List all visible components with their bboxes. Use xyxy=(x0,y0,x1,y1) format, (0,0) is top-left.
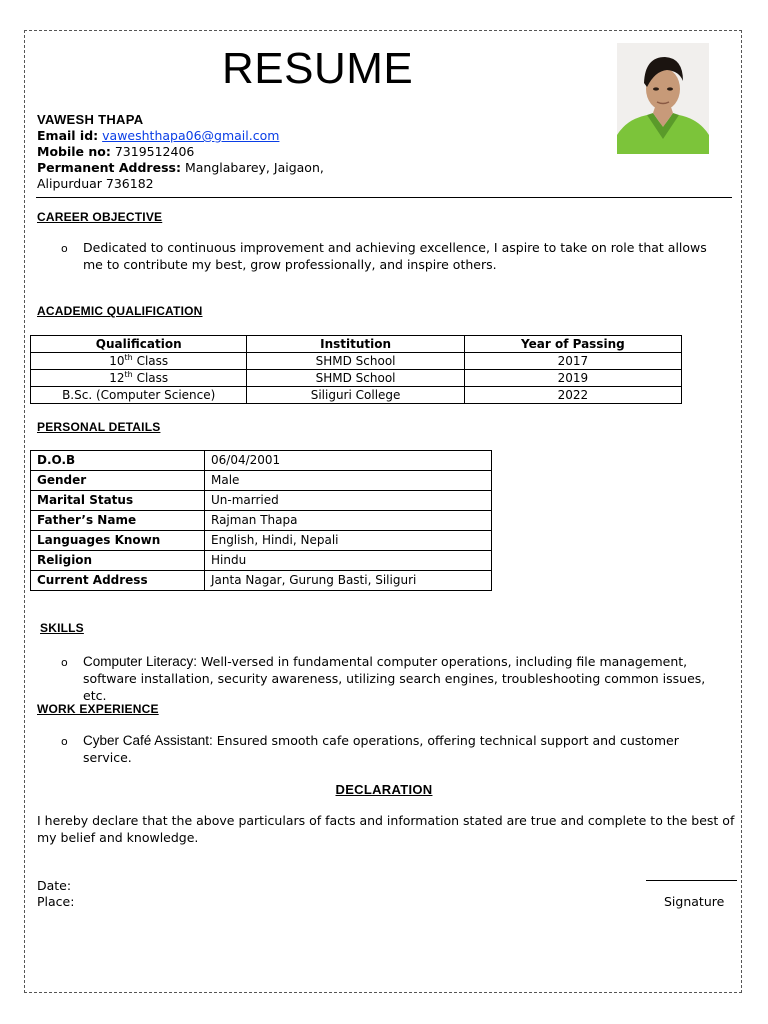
year-cell: 2017 xyxy=(464,353,681,370)
candidate-name: VAWESH THAPA xyxy=(37,112,144,127)
header-divider xyxy=(36,197,732,198)
table-row xyxy=(31,511,492,531)
address-label: Permanent Address: xyxy=(37,160,181,175)
institution-cell: SHMD School xyxy=(247,353,464,370)
academic-heading: ACADEMIC QUALIFICATION xyxy=(37,304,203,318)
detail-value: Janta Nagar, Gurung Basti, Siliguri xyxy=(205,571,492,591)
declaration-text: I hereby declare that the above particulars of facts and information stated are true and complete to the best of my belief and knowledge. xyxy=(37,813,735,845)
career-objective-item xyxy=(61,239,711,273)
detail-key: Marital Status xyxy=(31,491,205,511)
address-line1: Manglabarey, Jaigaon, xyxy=(184,160,324,175)
work-description: Ensured smooth cafe operations, offering technical support and customer service. xyxy=(83,733,679,765)
qualification-cell: B.Sc. (Computer Science) xyxy=(31,387,247,404)
qualification-cell: 12th Class xyxy=(31,370,247,387)
work-lead: Cyber Café Assistant: xyxy=(83,733,213,748)
detail-value: 06/04/2001 xyxy=(205,451,492,471)
personal-details-heading: PERSONAL DETAILS xyxy=(37,420,161,434)
column-header: Institution xyxy=(247,336,464,353)
column-header: Year of Passing xyxy=(464,336,681,353)
table-row xyxy=(31,491,492,511)
bullet-icon: o xyxy=(61,656,68,669)
table-row xyxy=(31,531,492,551)
year-cell: 2019 xyxy=(464,370,681,387)
skill-description: Well-versed in fundamental computer operations, including file management, software installation, security awareness, utilizing search engines, troubleshooting common issues, etc. xyxy=(83,654,706,703)
career-objective-heading: CAREER OBJECTIVE xyxy=(37,210,163,224)
institution-cell: Siliguri College xyxy=(247,387,464,404)
column-header: Qualification xyxy=(31,336,247,353)
signature-label: Signature xyxy=(664,894,725,909)
table-row xyxy=(31,551,492,571)
detail-key: Religion xyxy=(31,551,205,571)
skill-lead: Computer Literacy: xyxy=(83,654,198,669)
mobile-label: Mobile no: xyxy=(37,144,111,159)
skill-text xyxy=(83,653,721,704)
skills-item xyxy=(61,653,721,704)
detail-key: D.O.B xyxy=(31,451,205,471)
detail-key: Gender xyxy=(31,471,205,491)
mobile-line xyxy=(37,144,194,160)
table-row xyxy=(31,451,492,471)
detail-value: Hindu xyxy=(205,551,492,571)
academic-table xyxy=(30,335,682,404)
email-label: Email id: xyxy=(37,128,99,143)
email-line xyxy=(37,128,279,144)
email-link[interactable]: vaweshthapa06@gmail.com xyxy=(102,128,280,143)
year-cell: 2022 xyxy=(464,387,681,404)
career-objective-text: Dedicated to continuous improvement and achieving excellence, I aspire to take on role that allows me to contribute my best, grow professionally, and inspire others. xyxy=(83,240,707,272)
table-row xyxy=(31,471,492,491)
signature-line xyxy=(646,880,737,881)
detail-value: English, Hindi, Nepali xyxy=(205,531,492,551)
table-row xyxy=(31,353,682,370)
place-label: Place: xyxy=(37,894,75,909)
detail-key: Languages Known xyxy=(31,531,205,551)
work-text xyxy=(83,732,721,766)
document-title: RESUME xyxy=(222,44,414,93)
profile-photo xyxy=(617,43,709,154)
skills-heading: SKILLS xyxy=(40,621,84,635)
detail-value: Rajman Thapa xyxy=(205,511,492,531)
detail-key: Current Address xyxy=(31,571,205,591)
qualification-cell: 10th Class xyxy=(31,353,247,370)
bullet-icon: o xyxy=(61,735,68,748)
declaration-heading: DECLARATION xyxy=(335,782,433,797)
detail-key: Father’s Name xyxy=(31,511,205,531)
profile-photo-image xyxy=(617,43,709,154)
detail-value: Male xyxy=(205,471,492,491)
work-item xyxy=(61,732,721,766)
table-header-row xyxy=(31,336,682,353)
detail-value: Un-married xyxy=(205,491,492,511)
date-label: Date: xyxy=(37,878,72,893)
institution-cell: SHMD School xyxy=(247,370,464,387)
table-row xyxy=(31,571,492,591)
table-row xyxy=(31,387,682,404)
mobile-value: 7319512406 xyxy=(114,144,195,159)
table-row xyxy=(31,370,682,387)
bullet-icon: o xyxy=(61,242,68,255)
work-experience-heading: WORK EXPERIENCE xyxy=(37,702,159,716)
address-line xyxy=(37,160,324,176)
personal-details-table xyxy=(30,450,492,591)
address-line2: Alipurduar 736182 xyxy=(37,176,154,191)
